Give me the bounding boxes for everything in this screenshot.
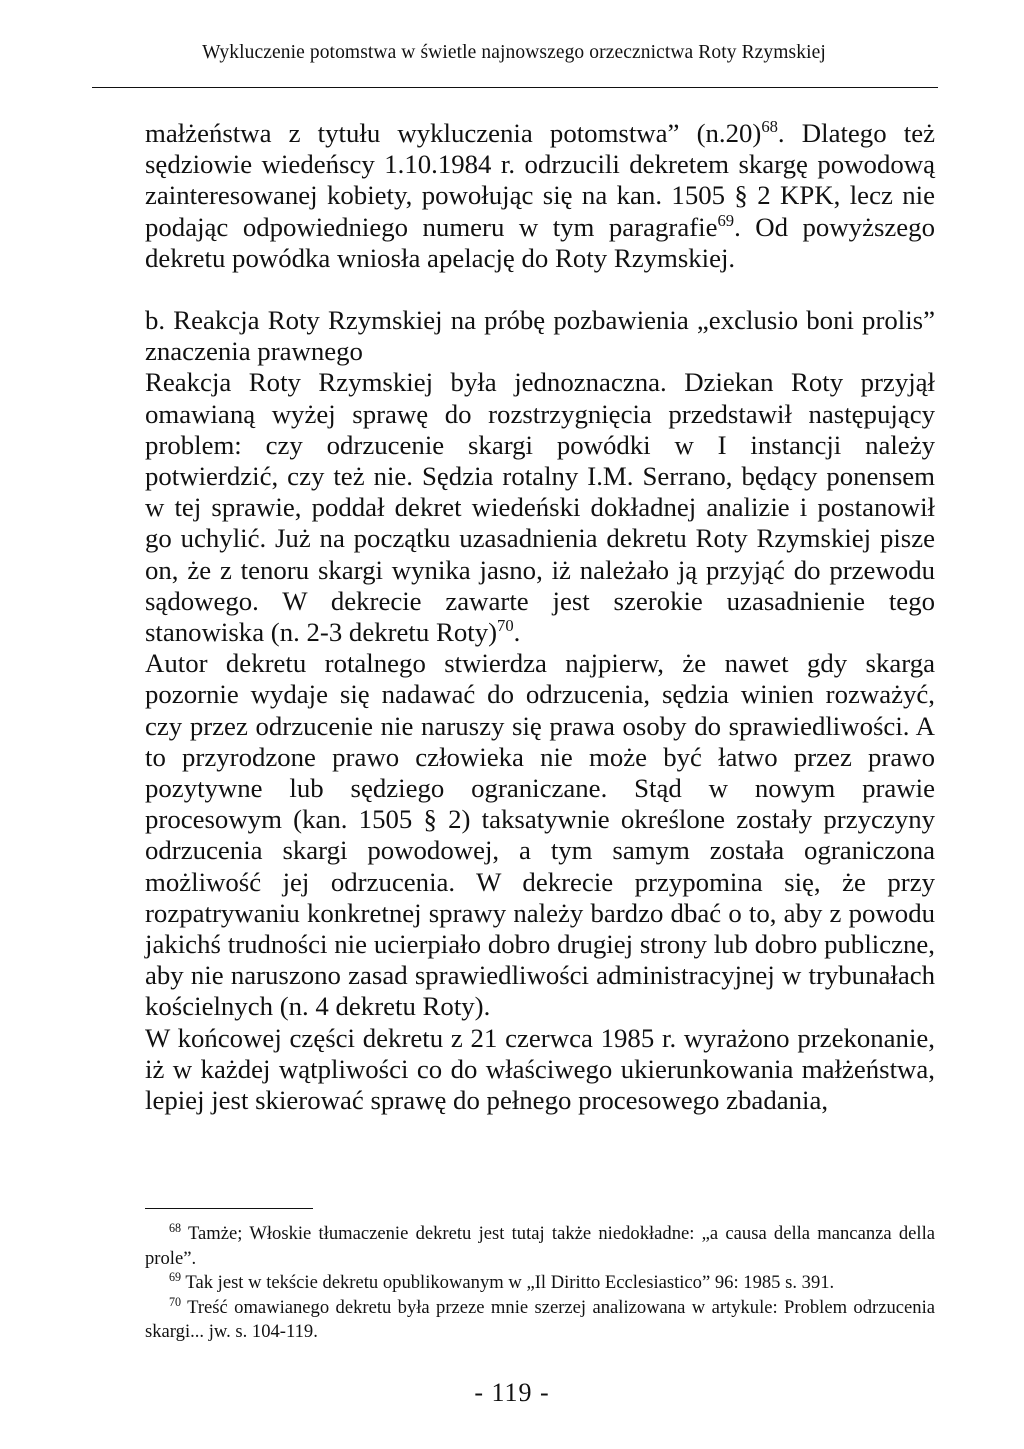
- footnotes: [145, 1222, 935, 1345]
- footnote-number: 70: [169, 1294, 182, 1309]
- section-heading: b. Reakcja Roty Rzymskiej na próbę pozbawienia „exclusio boni prolis” znaczenia prawnego: [145, 305, 935, 367]
- footnote-69: [145, 1271, 935, 1296]
- page-number: - 119 -: [474, 1378, 550, 1407]
- footnote-text: Treść omawianego dekretu była przeze mnie szerzej analizowana w artykule: Problem odrzucenia skargi... jw. s. 104-119.: [145, 1296, 935, 1342]
- header-rule: [92, 87, 938, 88]
- footnote-ref-70: 70: [497, 616, 514, 636]
- paragraph-2-text-b: .: [513, 617, 521, 648]
- footnote-ref-68: 68: [761, 117, 778, 137]
- footnote-text: Tamże; Włoskie tłumaczenie dekretu jest tutaj także niedokładne: „a causa della mancanza della prole”.: [145, 1223, 935, 1269]
- footnote-text: Tak jest w tekście dekretu opublikowanym w „Il Diritto Ecclesiastico” 96: 1985 s. 391.: [185, 1272, 835, 1293]
- running-head: Wykluczenie potomstwa w świetle najnowszego orzecznictwa Roty Rzymskiej: [202, 42, 826, 63]
- paragraph-2-text-a: Reakcja Roty Rzymskiej była jednoznaczna. Dziekan Roty przyjął omawianą wyżej sprawę do rozstrzygnięcia przedstawił następujący problem: czy odrzucenie skargi powódki w I instancji należy potwierdzić, czy też nie. Sędzia rotalny I.M. Serrano, będący ponensem w tej sprawie, poddał dekret wiedeński dokładnej analizie i postanowił go uchylić. Już na początku uzasadnienia dekretu Roty Rzymskiej pisze on, że z tenoru skargi wynika jasno, iż należało ją przyjąć do przewodu sądowego. W dekrecie zawarte jest szerokie uzasadnienie tego stanowiska (n. 2-3 dekretu Roty): [145, 367, 935, 648]
- paragraph-1: [145, 118, 935, 274]
- paragraph-1-text-b: . Dlatego też sędziowie wiedeńscy 1.10.1984 r. odrzucili dekretem skargę powodową zainteresowanej kobiety, powołując się na kan. 1505 § 2 KPK, lecz nie podając odpowiedniego numeru w tym paragrafie: [145, 118, 935, 242]
- paragraph-4: W końcowej części dekretu z 21 czerwca 1985 r. wyrażono przekonanie, iż w każdej wątpliwości co do właściwego ukierunkowania małżeństwa, lepiej jest skierować sprawę do pełnego procesowego zbadania,: [145, 1022, 935, 1116]
- paragraph-1-text-a: małżeństwa z tytułu wykluczenia potomstwa” (n.20): [145, 118, 762, 148]
- footnote-ref-69: 69: [717, 210, 735, 230]
- footnote-rule: [145, 1208, 313, 1209]
- paragraph-3: Autor dekretu rotalnego stwierdza najpierw, że nawet gdy skarga pozornie wydaje się nadawać do odrzucenia, sędzia winien rozważyć, czy przez odrzucenie nie naruszy się prawa osoby do sprawiedliwości. A to przyrodzone prawo człowieka nie może być łatwo przez prawo pozytywne lub sędziego ograniczane. Stąd w nowym prawie procesowym (kan. 1505 § 2) taksatywnie określone zostały przyczyny odrzucenia skargi powodowej, a tym samym została ograniczona możliwość jej odrzucenia. W dekrecie przypomina się, że przy rozpatrywaniu konkretnej sprawy należy bardzo dbać o to, aby z powodu jakichś trudności nie ucierpiało dobro drugiej strony lub dobro publiczne, aby nie naruszono zasad sprawiedliwości administracyjnej w trybunałach kościelnych (n. 4 dekretu Roty).: [145, 648, 935, 1022]
- body-text: [145, 118, 935, 1116]
- footnote-70: [145, 1296, 935, 1345]
- paragraph-1-text-c: . Od powyższego dekretu powódka wniosła apelację do Roty Rzymskiej.: [145, 211, 935, 273]
- footnote-number: 69: [169, 1269, 182, 1284]
- footnote-number: 68: [169, 1220, 182, 1235]
- paragraph-2: [145, 367, 935, 648]
- footnote-68: [145, 1222, 935, 1271]
